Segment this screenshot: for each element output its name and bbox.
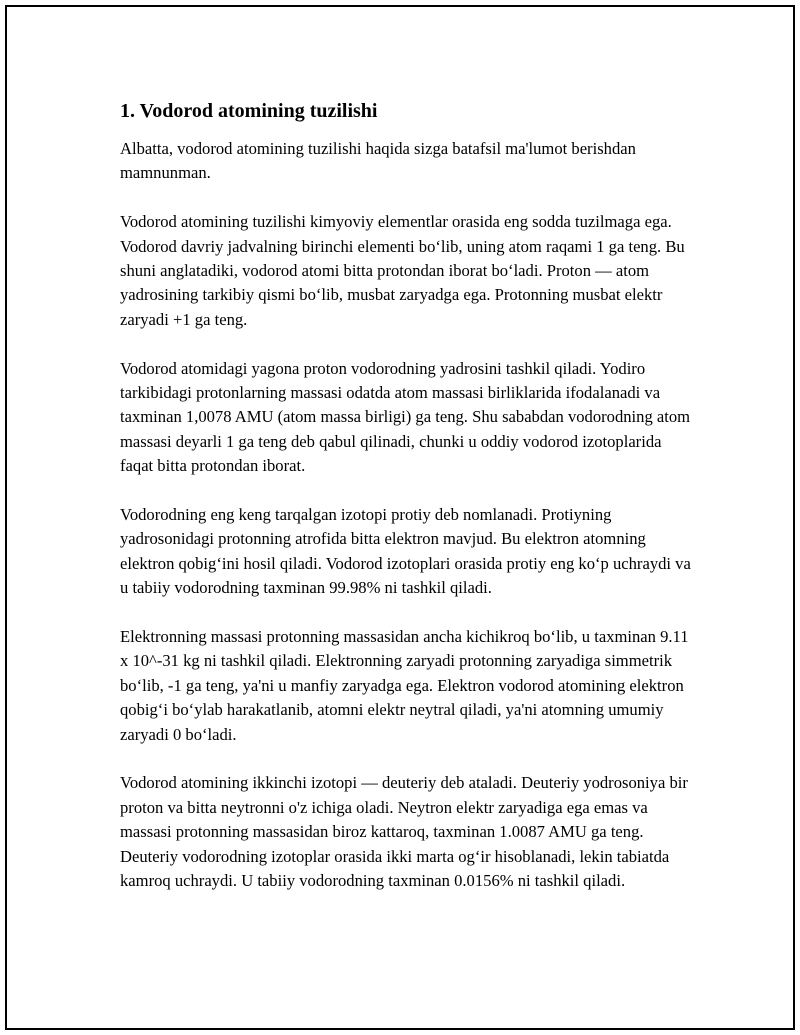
paragraph-nucleus: Vodorod atomidagi yagona proton vodorodning yadrosini tashkil qiladi. Yodiro tarkibidagi protonlarning massasi odatda atom massasi birliklarida ifodalanadi va taxminan 1,0078 AMU (atom massa birligi) ga teng. Shu sababdan vodorodning atom massasi deyarli 1 ga teng deb qabul qilinadi, chunki u oddiy vodorod izotoplarida faqat bitta protondan iborat. [120,358,691,476]
paragraph-protium: Vodorodning eng keng tarqalgan izotopi protiy deb nomlanadi. Protiyning yadrosonidagi protonning atrofida bitta elektron mavjud. Bu elektron atomning elektron qobig‘ini hosil qiladi. Vodorod izotoplari orasida protiy eng ko‘p uchraydi va u tabiiy vodorodning taxminan 99.98% ni tashkil qiladi. [120,505,691,598]
paragraph-deuterium: Vodorod atomining ikkinchi izotopi — deuteriy deb ataladi. Deuteriy yodrosoniya bir proton va bitta neytronni o'z ichiga oladi. Neytron elektr zaryadiga ega emas va massasi protonning massasidan biroz kattaroq, taxminan 1.0087 AMU ga teng. Deuteriy vodorodning izotoplar orasida ikki marta og‘ir hisoblanadi, lekin tabiatda kamroq uchraydi. U tabiiy vodorodning taxminan 0.0156% ni tashkil qiladi. [120,773,688,891]
section-heading: 1. Vodorod atomining tuzilishi [120,100,378,122]
paragraph-intro: Albatta, vodorod atomining tuzilishi haqida sizga batafsil ma'lumot berishdan mamnunman. [120,139,636,183]
document-body [120,97,695,894]
paragraph-electron: Elektronning massasi protonning massasidan ancha kichikroq bo‘lib, u taxminan 9.11 x 10^-31 kg ni tashkil qiladi. Elektronning zaryadi protonning zaryadiga simmetrik bo‘lib, -1 ga teng, ya'ni u manfiy zaryadga ega. Elektron vodorod atomining elektron qobig‘i bo‘ylab harakatlanib, atomni elektr neytral qiladi, ya'ni atomning umumiy zaryadi 0 bo‘ladi. [120,627,689,744]
paragraph-structure: Vodorod atomining tuzilishi kimyoviy elementlar orasida eng sodda tuzilmaga ega. Vodorod davriy jadvalning birinchi elementi bo‘lib, uning atom raqami 1 ga teng. Bu shuni anglatadiki, vodorod atomi bitta protondan iborat bo‘ladi. Proton — atom yadrosining tarkibiy qismi bo‘lib, musbat zaryadga ega. Protonning musbat elektr zaryadi +1 ga teng. [120,212,685,329]
page-frame [5,5,795,1030]
